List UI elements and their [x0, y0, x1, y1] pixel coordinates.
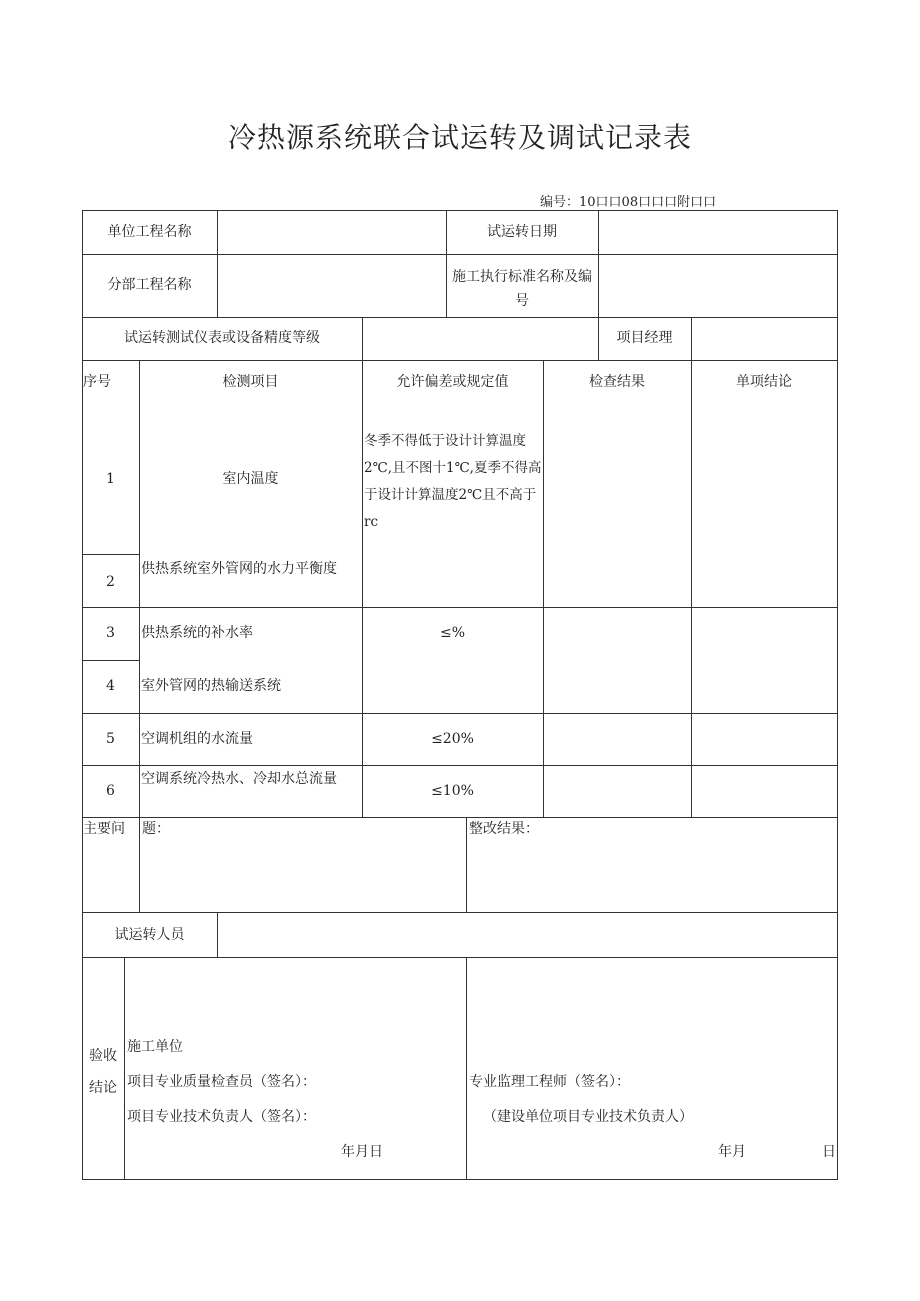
acceptance-label-line1: 验收	[89, 1048, 117, 1064]
right-date-label: 年月	[718, 1144, 746, 1160]
row-spec: ≤%	[439, 625, 466, 641]
column-header-item: 检测项目	[222, 374, 279, 390]
row-item: 供热系统室外管网的水力平衡度	[141, 561, 337, 577]
personnel-label: 试运转人员	[114, 927, 185, 943]
row-item: 空调机组的水流量	[141, 731, 253, 747]
standard-label: 施工执行标准名称及编号	[452, 269, 592, 309]
row-item: 供热系统的补水率	[141, 625, 253, 641]
supervisor-label: 专业监理工程师（签名）：	[469, 1074, 630, 1090]
unit-project-label: 单位工程名称	[107, 224, 192, 240]
doc-number: 编号：10口口08口口口附口口	[540, 195, 717, 210]
manager-label: 项目经理	[616, 330, 673, 346]
right-date-day-label: 日	[822, 1144, 836, 1160]
instrument-label: 试运转测试仪表或设备精度等级	[124, 330, 320, 346]
left-date-label: 年月日	[341, 1144, 383, 1160]
row-item: 空调系统冷热水、冷却水总流量	[141, 771, 337, 787]
row-number: 6	[106, 783, 115, 799]
row-spec: 冬季不得低于设计计算温度2℃,且不图十1℃,夏季不得高于设计计算温度2℃且不高于rc	[364, 433, 542, 530]
column-header-conclusion: 单项结论	[736, 374, 792, 390]
column-header-spec: 允许偏差或规定值	[396, 374, 509, 390]
issues-label-suffix: 题：	[142, 821, 170, 837]
trial-date-label: 试运转日期	[487, 224, 557, 240]
quality-inspector-label: 项目专业质量检查员（签名）：	[127, 1074, 316, 1090]
row-spec: ≤10%	[431, 783, 474, 799]
tech-lead-label: 项目专业技术负责人（签名）：	[127, 1109, 316, 1125]
owner-tech-lead-label: （建设单位项目专业技术负责人）	[483, 1109, 693, 1125]
fix-result-label: 整改结果：	[469, 821, 539, 837]
construction-unit-label: 施工单位	[127, 1039, 183, 1055]
row-item: 室内温度	[222, 471, 279, 487]
column-header-result: 检查结果	[589, 374, 645, 390]
acceptance-label-line2: 结论	[89, 1080, 117, 1096]
sub-project-label: 分部工程名称	[107, 277, 192, 293]
column-header-no: 序号	[83, 374, 111, 390]
row-spec: ≤20%	[431, 731, 474, 747]
row-number: 3	[106, 625, 115, 641]
row-number: 4	[106, 678, 115, 694]
page-title: 冷热源系统联合试运转及调试记录表	[227, 121, 692, 154]
row-number: 1	[106, 471, 115, 487]
issues-label: 主要问	[83, 821, 125, 837]
row-number: 5	[106, 731, 115, 747]
row-number: 2	[106, 574, 115, 590]
row-item: 室外管网的热输送系统	[141, 678, 281, 694]
